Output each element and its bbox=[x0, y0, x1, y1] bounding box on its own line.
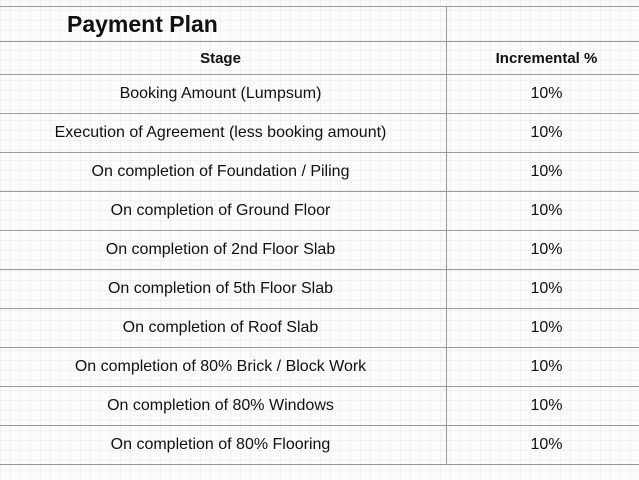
stage-cell: Booking Amount (Lumpsum) bbox=[0, 75, 447, 114]
stage-cell: Execution of Agreement (less booking amount) bbox=[0, 114, 447, 153]
table-row bbox=[0, 153, 639, 192]
incremental-cell: 10% bbox=[447, 426, 639, 465]
incremental-cell: 10% bbox=[447, 348, 639, 387]
incremental-cell: 10% bbox=[447, 387, 639, 426]
table-row bbox=[0, 270, 639, 309]
table-row bbox=[0, 426, 639, 465]
stage-cell: On completion of 2nd Floor Slab bbox=[0, 231, 447, 270]
column-header-incremental: Incremental % bbox=[447, 42, 639, 75]
stage-cell: On completion of 80% Brick / Block Work bbox=[0, 348, 447, 387]
stage-cell: On completion of 80% Flooring bbox=[0, 426, 447, 465]
stage-cell: On completion of Ground Floor bbox=[0, 192, 447, 231]
incremental-cell: 10% bbox=[447, 231, 639, 270]
table-row bbox=[0, 231, 639, 270]
stage-cell: On completion of Roof Slab bbox=[0, 309, 447, 348]
table-row bbox=[0, 192, 639, 231]
table-row bbox=[0, 348, 639, 387]
table-row bbox=[0, 387, 639, 426]
incremental-cell: 10% bbox=[447, 153, 639, 192]
incremental-cell: 10% bbox=[447, 75, 639, 114]
payment-plan-table bbox=[0, 6, 639, 465]
incremental-cell: 10% bbox=[447, 270, 639, 309]
column-header-stage: Stage bbox=[0, 42, 447, 75]
stage-cell: On completion of 5th Floor Slab bbox=[0, 270, 447, 309]
incremental-cell: 10% bbox=[447, 192, 639, 231]
stage-cell: On completion of Foundation / Piling bbox=[0, 153, 447, 192]
table-title: Payment Plan bbox=[0, 7, 447, 42]
incremental-cell: 10% bbox=[447, 309, 639, 348]
header-row bbox=[0, 42, 639, 75]
stage-cell: On completion of 80% Windows bbox=[0, 387, 447, 426]
table-row bbox=[0, 114, 639, 153]
title-row-blank-cell bbox=[447, 7, 639, 42]
incremental-cell: 10% bbox=[447, 114, 639, 153]
table-row bbox=[0, 75, 639, 114]
title-row bbox=[0, 7, 639, 42]
table-row bbox=[0, 309, 639, 348]
